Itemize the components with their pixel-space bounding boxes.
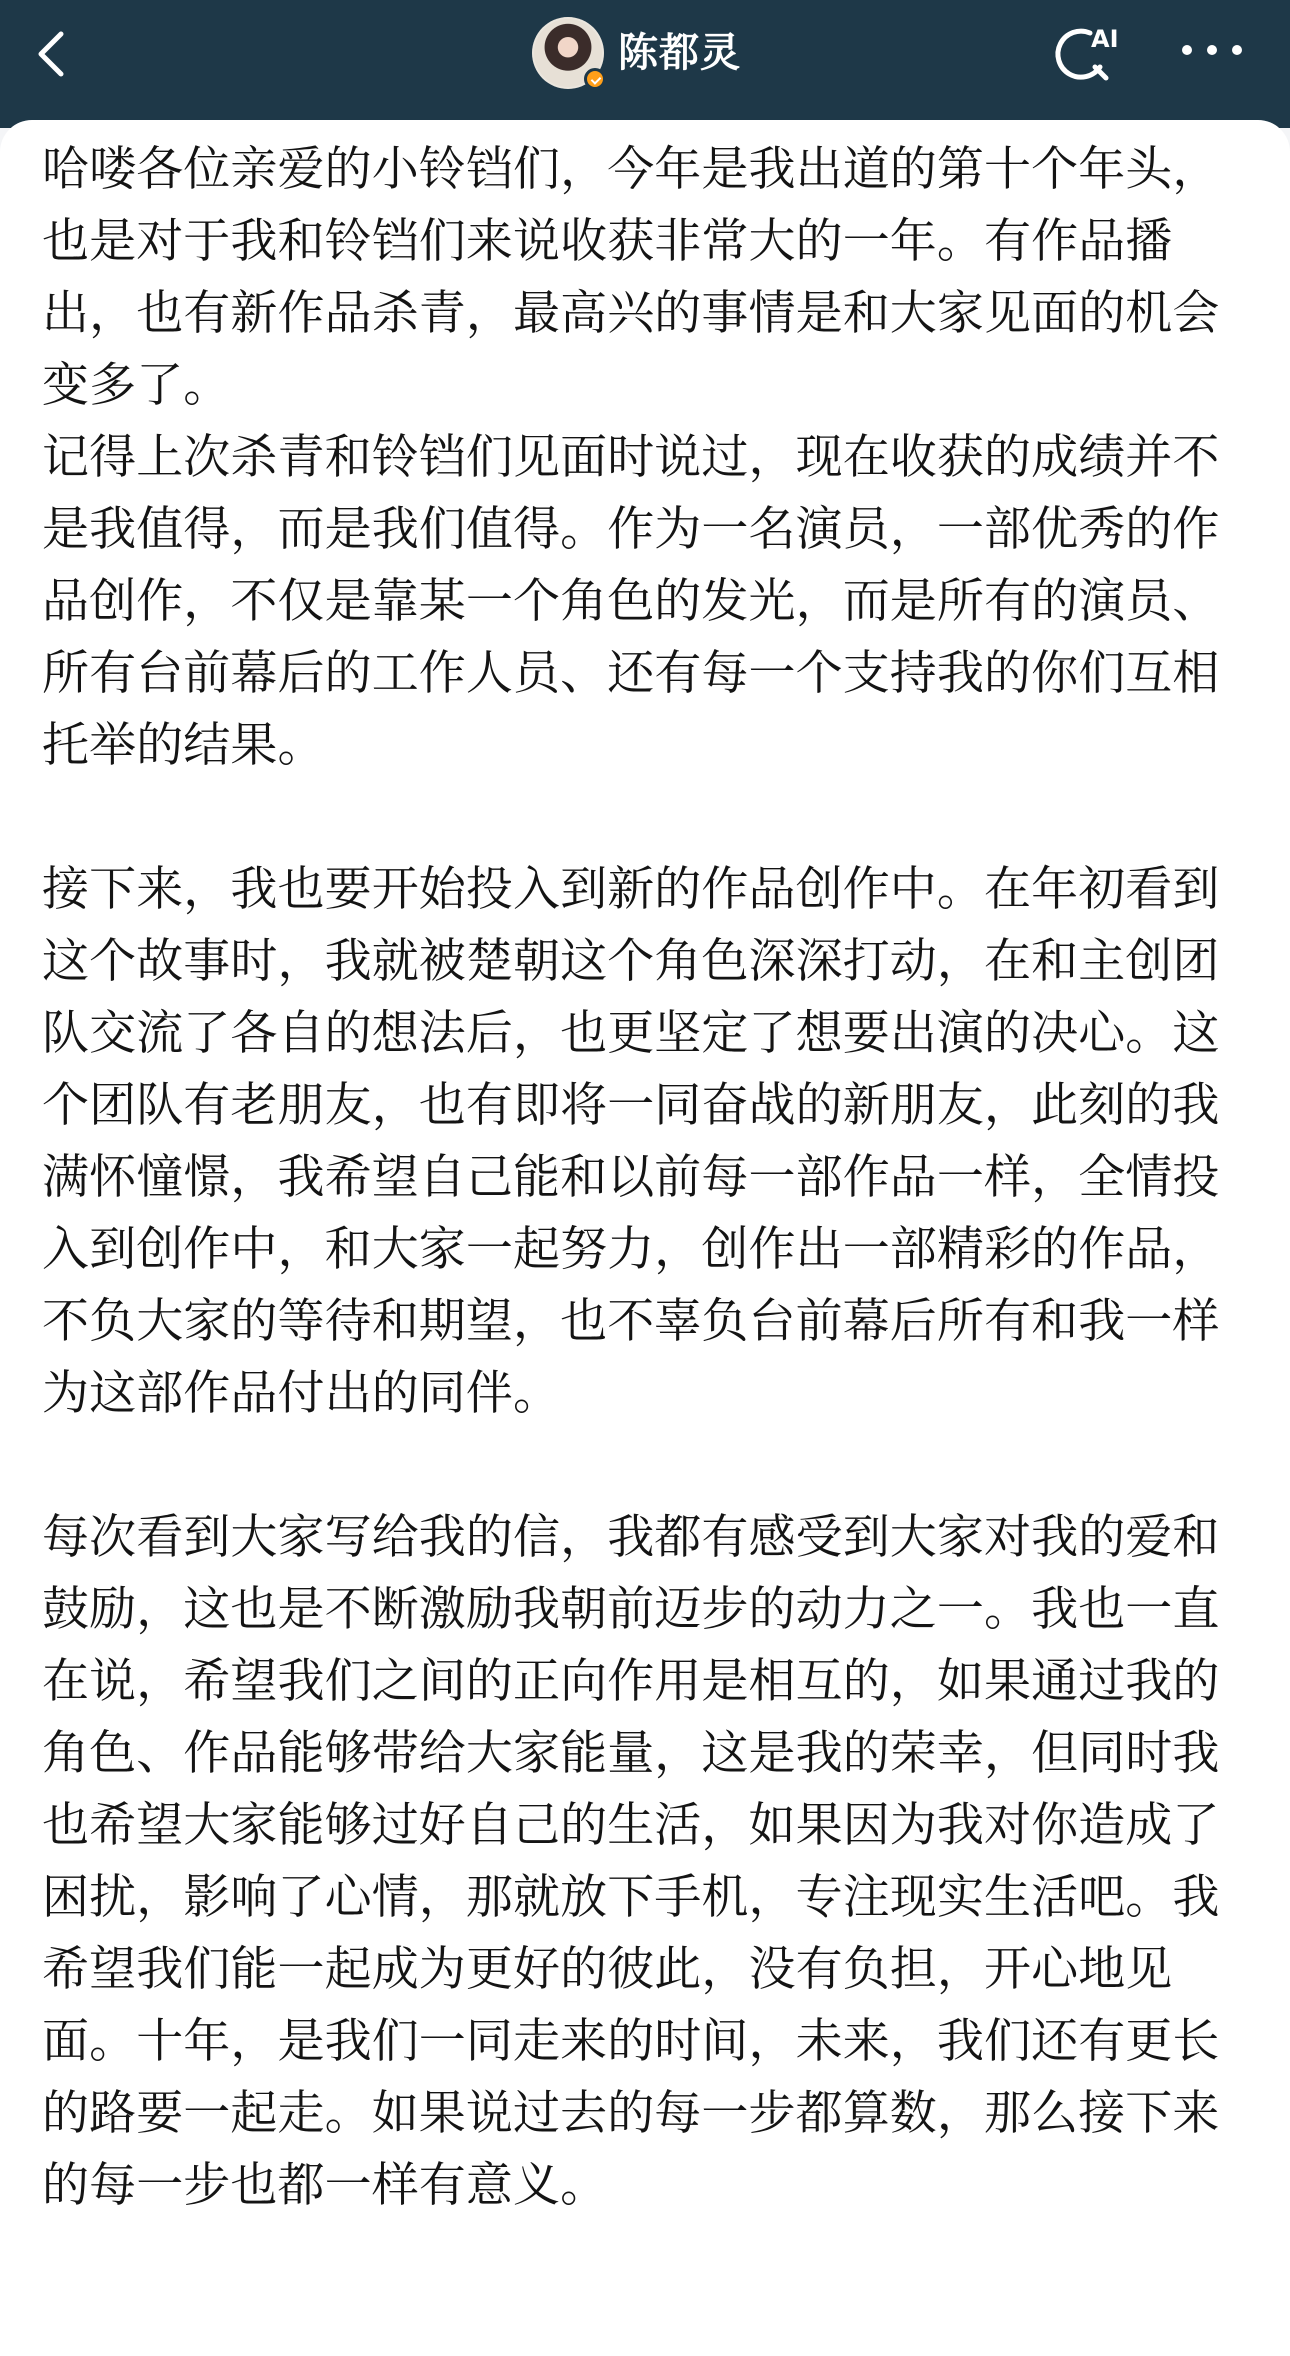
post-paragraph-3: 接下来，我也要开始投入到新的作品创作中。在年初看到这个故事时，我就被楚朝这个角色深深打动，在和主创团队交流了各自的想法后，也更坚定了想要出演的决心。这个团队有老朋友，也有即将一同奋战的新朋友，此刻的我满怀憧憬，我希望自己能和以前每一部作品一样，全情投入到创作中，和大家一起努力，创作出一部精彩的作品，不负大家的等待和期望，也不辜负台前幕后所有和我一样为这部作品付出的同伴。 <box>42 862 1220 1421</box>
paragraph-spacer-1 <box>42 782 1248 854</box>
profile-name: 陈都灵 <box>618 30 741 76</box>
profile-title-area[interactable] <box>532 14 741 92</box>
more-options-button[interactable] <box>1178 30 1246 70</box>
post-paragraph-4: 每次看到大家写给我的信，我都有感受到大家对我的爱和鼓励，这也是不断激励我朝前迈步的动力之一。我也一直在说，希望我们之间的正向作用是相互的，如果通过我的角色、作品能够带给大家能量，这是我的荣幸，但同时我也希望大家能够过好自己的生活，如果因为我对你造成了困扰，影响了心情，那就放下手机，专注现实生活吧。我希望我们能一起成为更好的彼此，没有负担，开心地见面。十年，是我们一同走来的时间，未来，我们还有更长的路要一起走。如果说过去的每一步都算数，那么接下来的每一步也都一样有意义。 <box>42 1510 1220 2213</box>
ai-search-icon <box>1048 20 1124 84</box>
back-arrow-icon <box>26 26 82 82</box>
post-content-card <box>0 120 1290 2356</box>
post-paragraph-1: 哈喽各位亲爱的小铃铛们，今年是我出道的第十个年头，也是对于我和铃铛们来说收获非常大的一年。有作品播出，也有新作品杀青，最高兴的事情是和大家见面的机会变多了。 <box>42 142 1220 413</box>
ai-label: AI <box>1091 25 1119 53</box>
paragraph-spacer-2 <box>42 1430 1248 1502</box>
back-button[interactable] <box>26 26 82 82</box>
post-paragraph-2: 记得上次杀青和铃铛们见面时说过，现在收获的成绩并不是我值得，而是我们值得。作为一名演员，一部优秀的作品创作，不仅是靠某一个角色的发光，而是所有的演员、所有台前幕后的工作人员、还有每一个支持我的你们互相托举的结果。 <box>42 430 1220 773</box>
post-body <box>42 134 1248 2222</box>
profile-avatar[interactable] <box>532 17 604 89</box>
top-navigation-bar <box>0 0 1290 128</box>
ai-search-button[interactable] <box>1048 20 1124 84</box>
more-dots-icon <box>1178 30 1246 70</box>
verified-badge-icon <box>584 68 606 90</box>
